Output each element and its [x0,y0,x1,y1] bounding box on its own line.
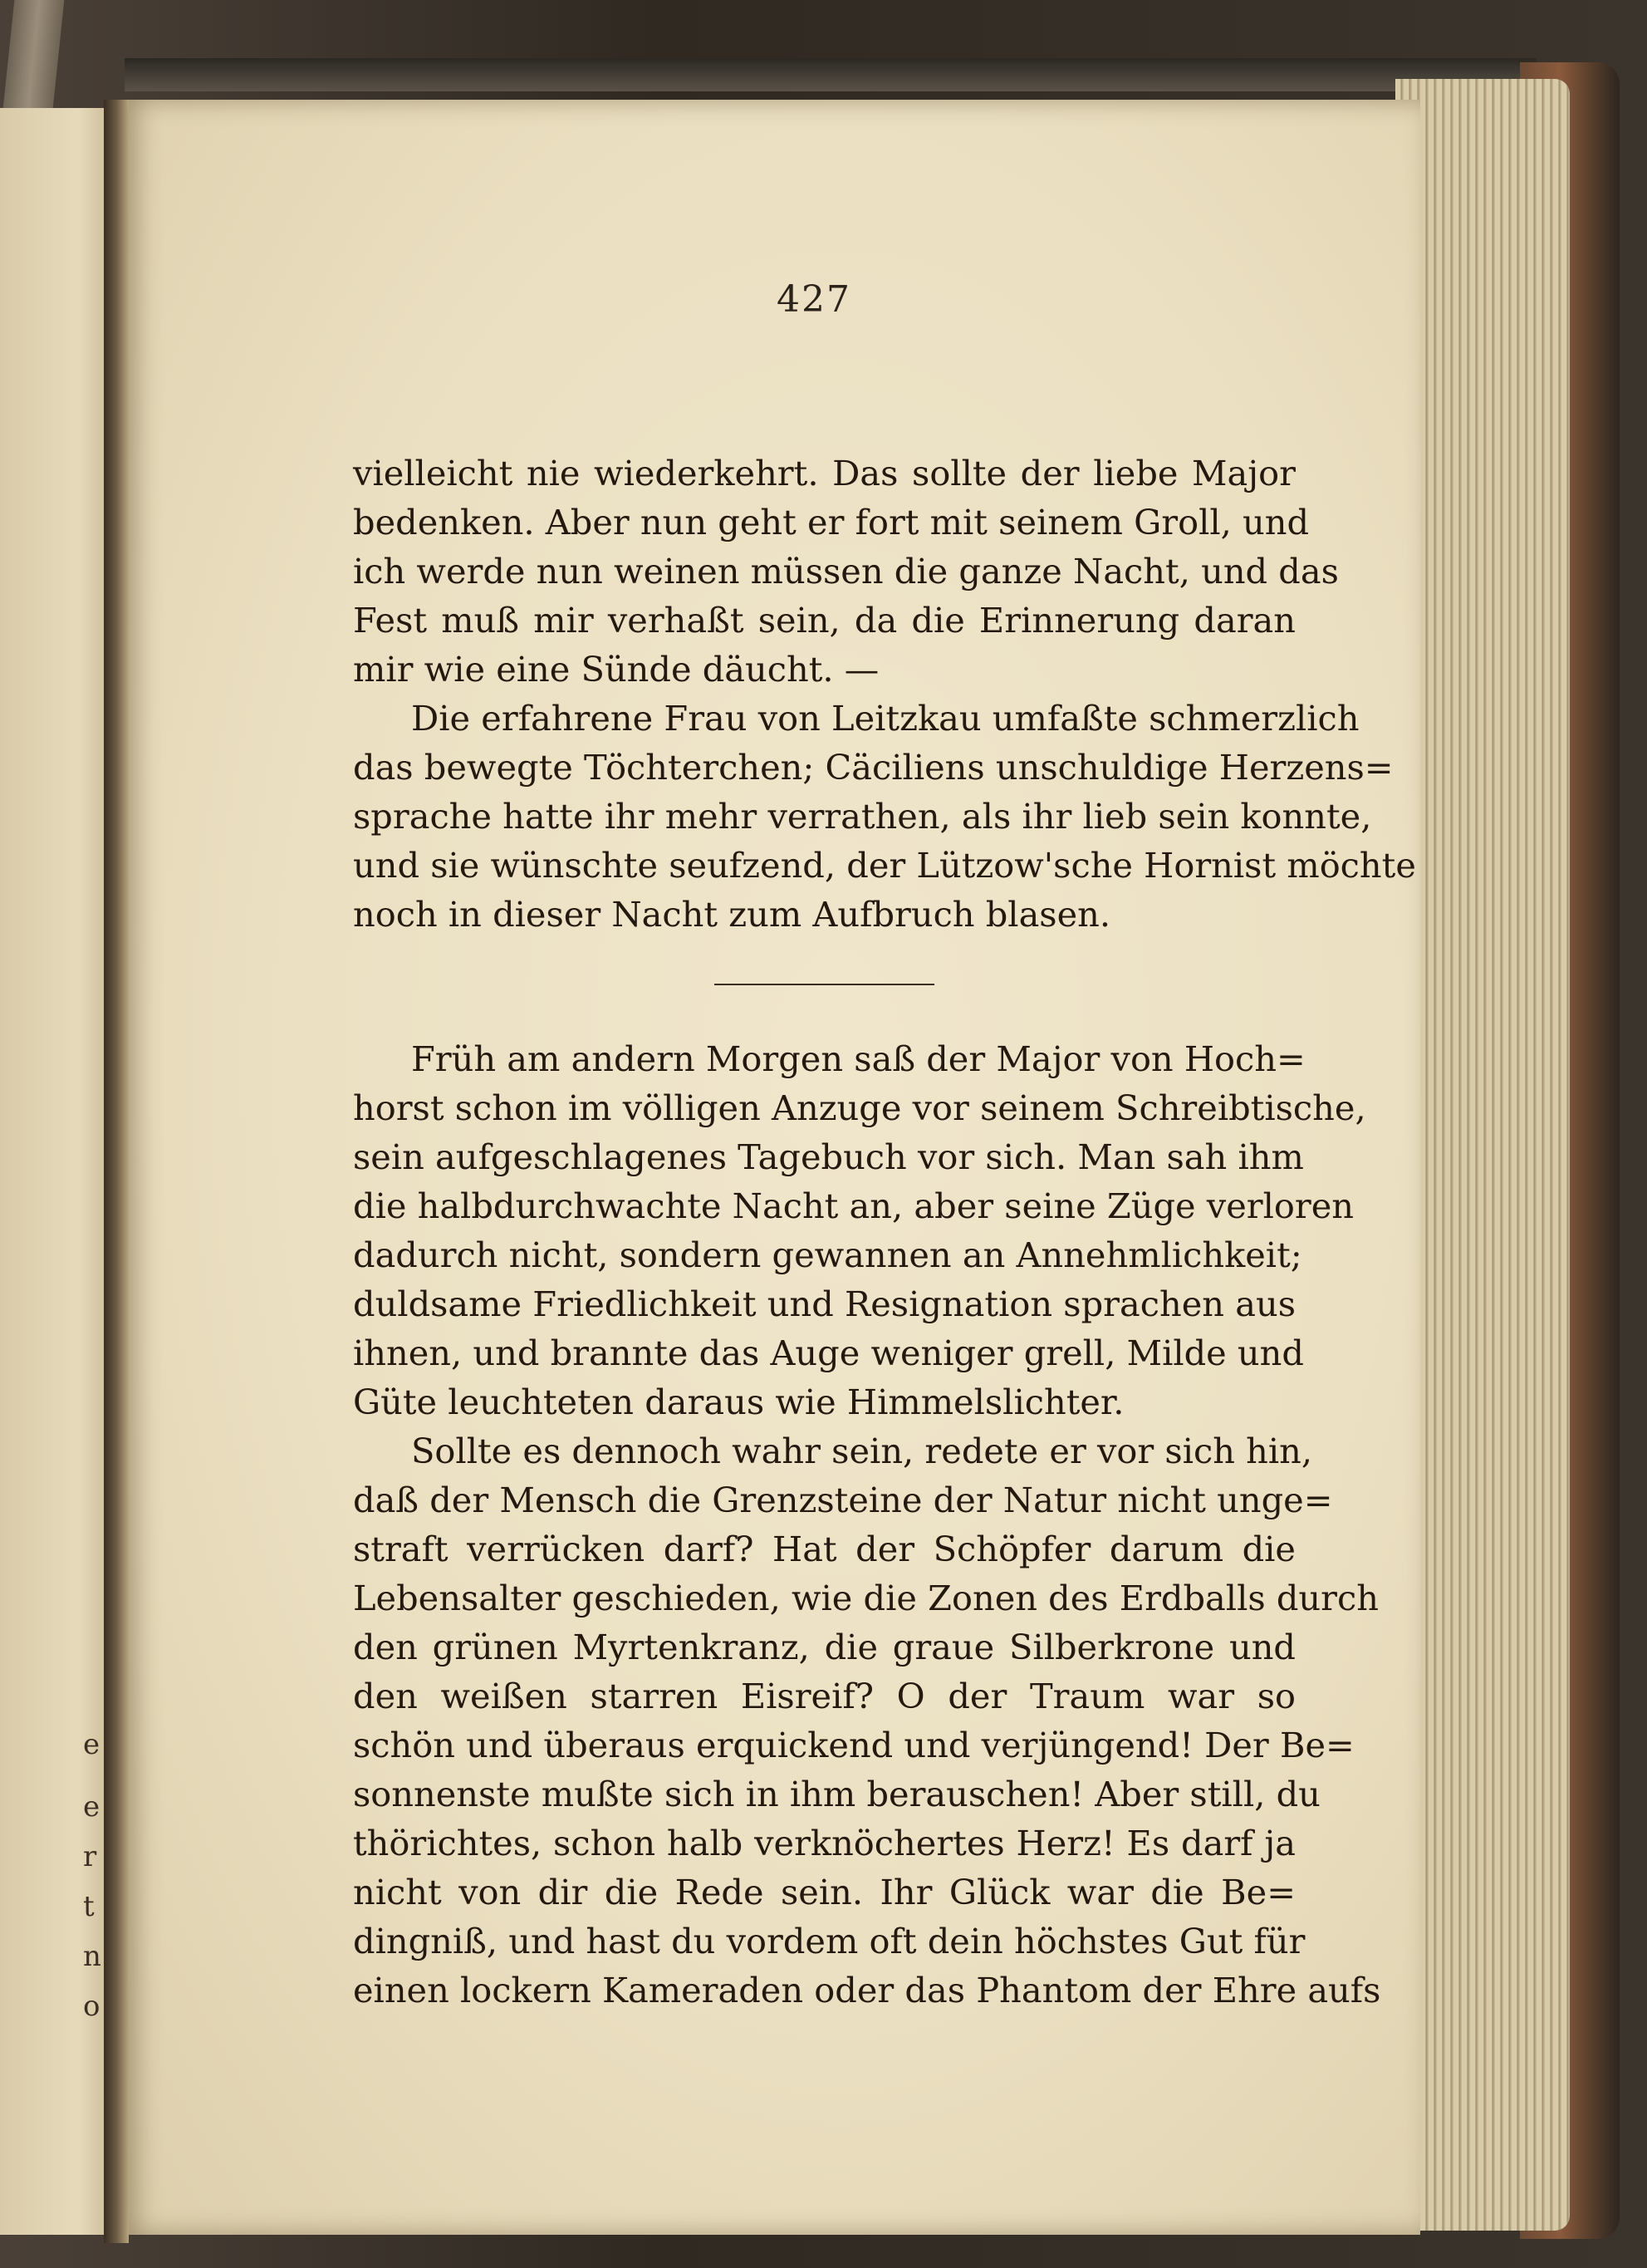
text-line: ich werde nun weinen müssen die ganze Nacht, und das [353,551,1339,592]
text-line: noch in dieser Nacht zum Aufbruch blasen. [353,894,1111,935]
text-line: schön und überaus erquickend und verjüngend! Der Be= [353,1725,1355,1765]
sliver-glyph: t [83,1890,95,1923]
book-gutter-shadow [104,100,129,2243]
text-line: vielleicht nie wiederkehrt. Das sollte der liebe Major [353,453,1296,493]
text-line: dingniß, und hast du vordem oft dein höchstes Gut für [353,1921,1306,1961]
text-line: straft verrücken darf? Hat der Schöpfer darum die [353,1529,1296,1569]
text-line: den weißen starren Eisreif? O der Traum war so [353,1676,1296,1716]
text-line: thörichtes, schon halb verknöchertes Herz! Es darf ja [353,1823,1296,1863]
text-line: den grünen Myrtenkranz, die graue Silberkrone und [353,1627,1296,1667]
page-block-edge [1395,79,1570,2231]
sliver-glyph: e [83,1728,100,1761]
text-line: und sie wünschte seufzend, der Lützow'sche Hornist möchte [353,845,1416,886]
text-line: sein aufgeschlagenes Tagebuch vor sich. Man sah ihm [353,1136,1304,1177]
text-line: mir wie eine Sünde däucht. — [353,649,880,690]
text-line: Sollte es dennoch wahr sein, redete er vor sich hin, [411,1431,1313,1471]
text-line: sprache hatte ihr mehr verrathen, als ihr lieb sein konnte, [353,796,1372,837]
book-page [125,100,1420,2235]
text-line: die halbdurchwachte Nacht an, aber seine Züge verloren [353,1186,1355,1226]
sliver-glyph: n [83,1940,101,1973]
text-line: ihnen, und brannte das Auge weniger grell, Milde und [353,1333,1304,1373]
sliver-glyph: e [83,1790,100,1824]
cover-top-edge [125,58,1537,91]
text-line: nicht von dir die Rede sein. Ihr Glück war die Be= [353,1872,1296,1912]
page-number: 427 [777,278,851,321]
text-line: sonnenste mußte sich in ihm berauschen! Aber still, du [353,1774,1321,1814]
text-line: dadurch nicht, sondern gewannen an Annehmlichkeit; [353,1235,1302,1275]
text-line: Güte leuchteten daraus wie Himmelslichter. [353,1382,1125,1422]
text-line: bedenken. Aber nun geht er fort mit seinem Groll, und [353,502,1310,542]
text-line: Früh am andern Morgen saß der Major von Hoch= [411,1038,1306,1079]
text-line: daß der Mensch die Grenzsteine der Natur nicht unge= [353,1480,1333,1520]
sliver-glyph: o [83,1990,100,2023]
text-line: einen lockern Kameraden oder das Phantom der Ehre aufs [353,1970,1381,2010]
text-line: Fest muß mir verhaßt sein, da die Erinnerung daran [353,600,1296,641]
sliver-glyph: r [83,1840,97,1873]
text-line: horst schon im völligen Anzuge vor seinem Schreibtische, [353,1087,1366,1128]
text-block-bottom [353,1034,1381,2015]
text-line: Die erfahrene Frau von Leitzkau umfaßte schmerzlich [411,698,1360,739]
text-line: das bewegte Töchterchen; Cäciliens unschuldige Herzens= [353,747,1394,788]
text-line: duldsame Friedlichkeit und Resignation sprachen aus [353,1284,1296,1324]
text-block-top [353,449,1416,939]
section-separator-rule [714,984,934,985]
previous-page-sliver [0,108,114,2235]
text-line: Lebensalter geschieden, wie die Zonen des Erdballs durch [353,1578,1379,1618]
